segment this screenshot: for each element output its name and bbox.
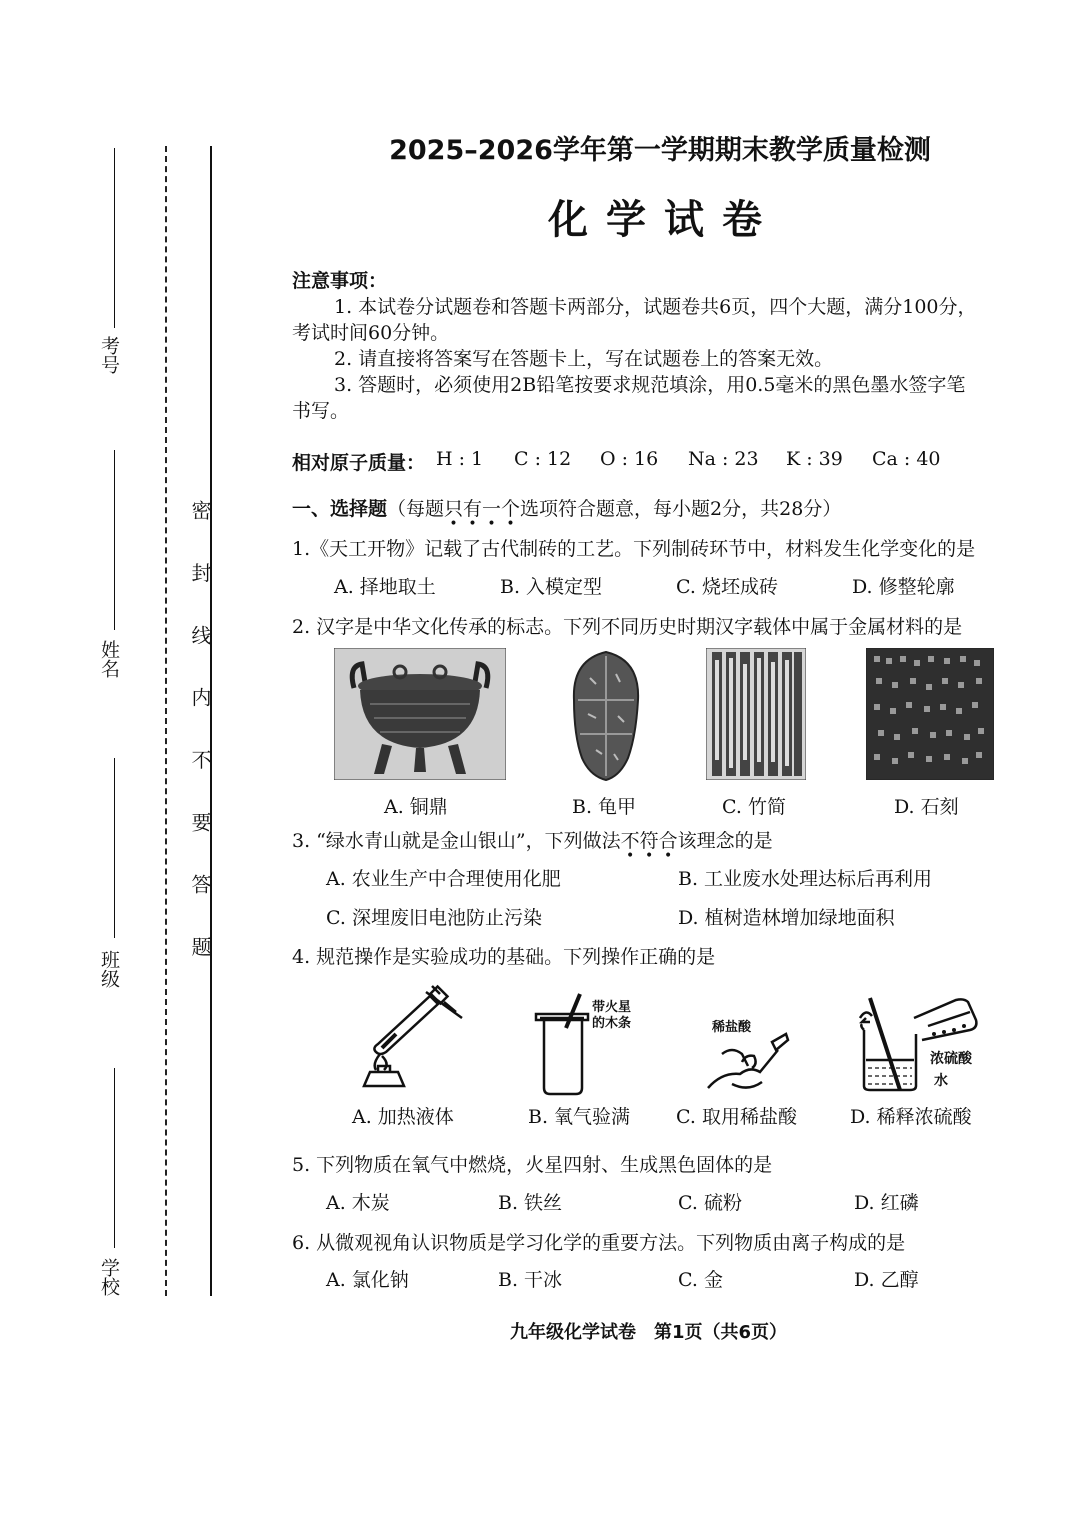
notice-item-2: 2. 请直接将答案写在答题卡上，写在试题卷上的答案无效。 [334,348,834,370]
atomic-mass-k: K : 39 [786,448,843,470]
water-label: 水 [934,1073,948,1089]
q4-option-a: A. 加热液体 [352,1106,454,1128]
q3-stem [292,826,773,864]
class-line [114,758,115,938]
notice-item-1-cont: 考试时间60分钟。 [292,322,450,344]
notice-item-3-cont: 书写。 [292,400,350,422]
atomic-mass-ca: Ca : 40 [872,448,941,470]
q5-option-d: D. 红磷 [854,1192,919,1214]
section1-note-pre: （每题 [387,498,445,520]
oxygen-test-label-1: 带火星 [592,1000,632,1015]
q4-option-d: D. 稀释浓硫酸 [850,1106,972,1128]
section1-note-post: 选项符合题意，每小题2分，共28分） [520,498,842,520]
q1-option-a: A. 择地取土 [334,576,436,598]
emphasis-dots: • • • • [449,516,515,532]
section1-header [292,494,842,532]
atomic-mass-na: Na : 23 [688,448,759,470]
section1-note-emph [444,498,521,532]
atomic-mass-c: C : 12 [514,448,572,470]
oxygen-test-diagram [532,992,592,1096]
school-line [114,1068,115,1248]
q3-option-c: C. 深埋废旧电池防止污染 [326,907,542,929]
dashed-seal-line [165,146,167,1296]
q2-option-b: B. 龟甲 [572,796,637,818]
atomic-mass-o: O : 16 [600,448,659,470]
section1-heading: 一、选择题 [292,498,388,520]
dilute-sulfuric-acid-diagram [852,990,992,1094]
q6-option-c: C. 金 [678,1269,723,1291]
q1-option-b: B. 入模定型 [500,576,603,598]
q2-option-a: A. 铜鼎 [384,796,448,818]
q6-stem: 6. 从微观视角认识物质是学习化学的重要方法。下列物质由离子构成的是 [292,1232,906,1254]
stone-inscription-image [866,648,994,780]
q3-stem-pre: 3. “绿水青山就是金山银山”，下列做法 [292,830,621,852]
conc-sulfuric-label: 浓硫酸 [930,1051,972,1067]
q2-option-d: D. 石刻 [894,796,959,818]
page-footer: 九年级化学试卷 第1页（共6页） [510,1322,788,1343]
atomic-mass-label: 相对原子质量： [292,452,426,474]
q3-stem-emph [620,830,678,864]
bronze-ding-image [334,648,506,780]
emph-text: 不符合 [620,830,678,852]
heating-liquid-diagram [356,982,472,1094]
q1-option-c: C. 烧坯成砖 [676,576,778,598]
q5-option-c: C. 硫粉 [678,1192,742,1214]
q2-option-c: C. 竹简 [722,796,786,818]
q3-option-d: D. 植树造林增加绿地面积 [678,907,895,929]
emphasis-dots: • • • [625,848,673,864]
q3-stem-post: 该理念的是 [677,830,773,852]
class-label: 班级 [98,950,120,988]
notice-item-3: 3. 答题时，必须使用2B铅笔按要求规范填涂，用0.5毫米的黑色墨水签字笔 [334,374,966,396]
q4-stem: 4. 规范操作是实验成功的基础。下列操作正确的是 [292,946,716,968]
q2-stem: 2. 汉字是中华文化传承的标志。下列不同历史时期汉字载体中属于金属材料的是 [292,616,963,638]
q3-option-b: B. 工业废水处理达标后再利用 [678,868,933,890]
exam-title: 2025–2026学年第一学期期末教学质量检测 [389,135,931,166]
notice-item-1: 1. 本试卷分试题卷和答题卡两部分，试题卷共6页，四个大题，满分100分， [334,296,977,318]
q1-stem: 1.《天工开物》记载了古代制砖的工艺。下列制砖环节中，材料发生化学变化的是 [292,538,976,560]
notice-heading: 注意事项： [292,270,388,292]
q6-option-b: B. 干冰 [498,1269,563,1291]
subject-title: 化学试卷 [548,197,780,243]
exam-no-label: 考号 [98,336,120,374]
q4-option-b: B. 氧气验满 [528,1106,631,1128]
q6-option-d: D. 乙醇 [854,1269,919,1291]
q1-option-d: D. 修整轮廓 [852,576,955,598]
school-label: 学校 [98,1258,120,1296]
oxygen-test-label-2: 的木条 [592,1016,632,1031]
atomic-mass-h: H : 1 [436,448,484,470]
dropper-diagram [702,1032,794,1096]
bamboo-slips-image [706,648,806,780]
solid-seal-line [210,146,212,1296]
q4-option-c: C. 取用稀盐酸 [676,1106,797,1128]
q5-option-b: B. 铁丝 [498,1192,563,1214]
q6-option-a: A. 氯化钠 [326,1269,409,1291]
q3-option-a: A. 农业生产中合理使用化肥 [326,868,561,890]
dilute-hcl-label: 稀盐酸 [712,1020,752,1035]
name-line [114,450,115,630]
q5-stem: 5. 下列物质在氧气中燃烧，火星四射、生成黑色固体的是 [292,1154,773,1176]
turtle-shell-image [566,650,646,782]
seal-notice: 密 封 线 内 不 要 答 题 [188,500,212,975]
name-label: 姓名 [98,640,120,678]
emph-text: 只有一个 [444,498,521,520]
q5-option-a: A. 木炭 [326,1192,390,1214]
